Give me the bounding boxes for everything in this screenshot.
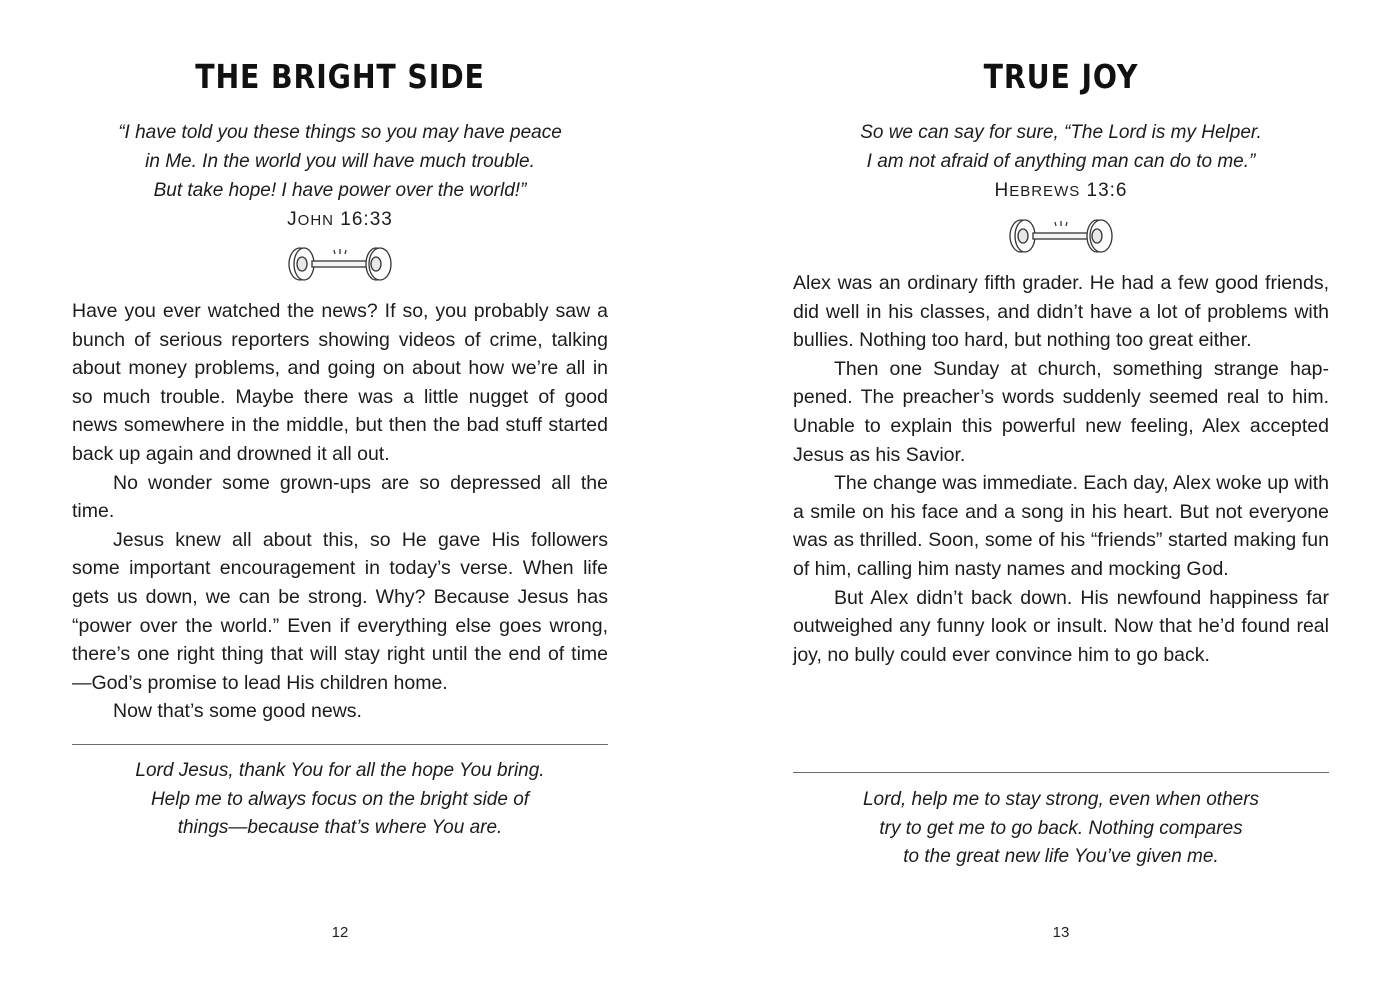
page-title: TRUE JOY [983, 57, 1139, 96]
verse-line: So we can say for sure, “The Lord is my Helper. [860, 122, 1262, 143]
left-page [72, 0, 608, 988]
verse-reference: HEBREWS 13:6 [994, 180, 1128, 201]
body-text [72, 297, 608, 726]
divider [793, 772, 1329, 773]
scripture-verse [72, 118, 608, 235]
page-number: 12 [331, 924, 349, 941]
page-title: THE BRIGHT SIDE [195, 57, 485, 96]
verse-line: “I have told you these things so you may have peace [118, 122, 562, 143]
prayer [793, 786, 1329, 872]
prayer [72, 757, 608, 843]
dumbbell-icon [1005, 215, 1117, 257]
dumbbell-icon [284, 243, 396, 285]
paragraph: Have you ever watched the news? If so, you probably saw a bunch of serious reporters showing videos of crime, talking about money problems, and going on about how we’re all in so much trouble. Maybe there was a little nugget of good news somewhere in the middle, but then the bad stuff started back up again and drowned it all out. [72, 300, 608, 465]
body-text [793, 269, 1329, 669]
page-number: 13 [1052, 924, 1070, 941]
right-page [793, 0, 1329, 988]
paragraph: The change was immediate. Each day, Alex woke up with a smile on his face and a song in his heart. But not everyone was as thrilled. Soon, some of his “friends” started making fun of him, calling him nasty names and mocking God. [793, 472, 1329, 580]
paragraph: But Alex didn’t back down. His newfound happiness far outweighed any funny look or insult. Now that he’d found real joy, no bully could ever convince him to go back. [793, 586, 1329, 666]
prayer-line: Lord, help me to stay strong, even when others [862, 789, 1260, 810]
verse-line: I am not afraid of anything man can do to me.” [866, 151, 1256, 172]
scripture-verse [793, 118, 1329, 206]
verse-line: But take hope! I have power over the world!” [153, 180, 527, 201]
paragraph: No wonder some grown-ups are so depressed all the time. [72, 471, 608, 523]
paragraph: Alex was an ordinary fifth grader. He had a few good friends, did well in his classes, and didn’t have a lot of problems with bullies. Nothing too hard, but nothing too great either. [793, 272, 1329, 352]
paragraph: Then one Sunday at church, something strange happened. The preacher’s words suddenly seemed real to him. Unable to explain this powerful new feeling, Alex accepted Jesus as his Savior. [793, 357, 1329, 466]
divider [72, 744, 608, 745]
paragraph: Jesus knew all about this, so He gave His followers some important encouragement in today’s verse. When life gets us down, we can be strong. Why? Because Jesus has “power over the world.” Even if everything else goes wrong, there’s one right thing that will stay right until the end of time—God’s promise to lead His children home. [72, 528, 608, 694]
verse-reference: JOHN 16:33 [287, 209, 393, 230]
paragraph: Now that’s some good news. [113, 700, 362, 723]
prayer-line: Help me to always focus on the bright side of [150, 788, 530, 810]
prayer-line: Lord Jesus, thank You for all the hope You bring. [135, 760, 545, 781]
verse-line: in Me. In the world you will have much trouble. [145, 151, 535, 172]
prayer-line: things—because that’s where You are. [177, 817, 503, 839]
prayer-line: to the great new life You’ve given me. [903, 846, 1219, 868]
prayer-line: try to get me to go back. Nothing compares [879, 817, 1243, 839]
